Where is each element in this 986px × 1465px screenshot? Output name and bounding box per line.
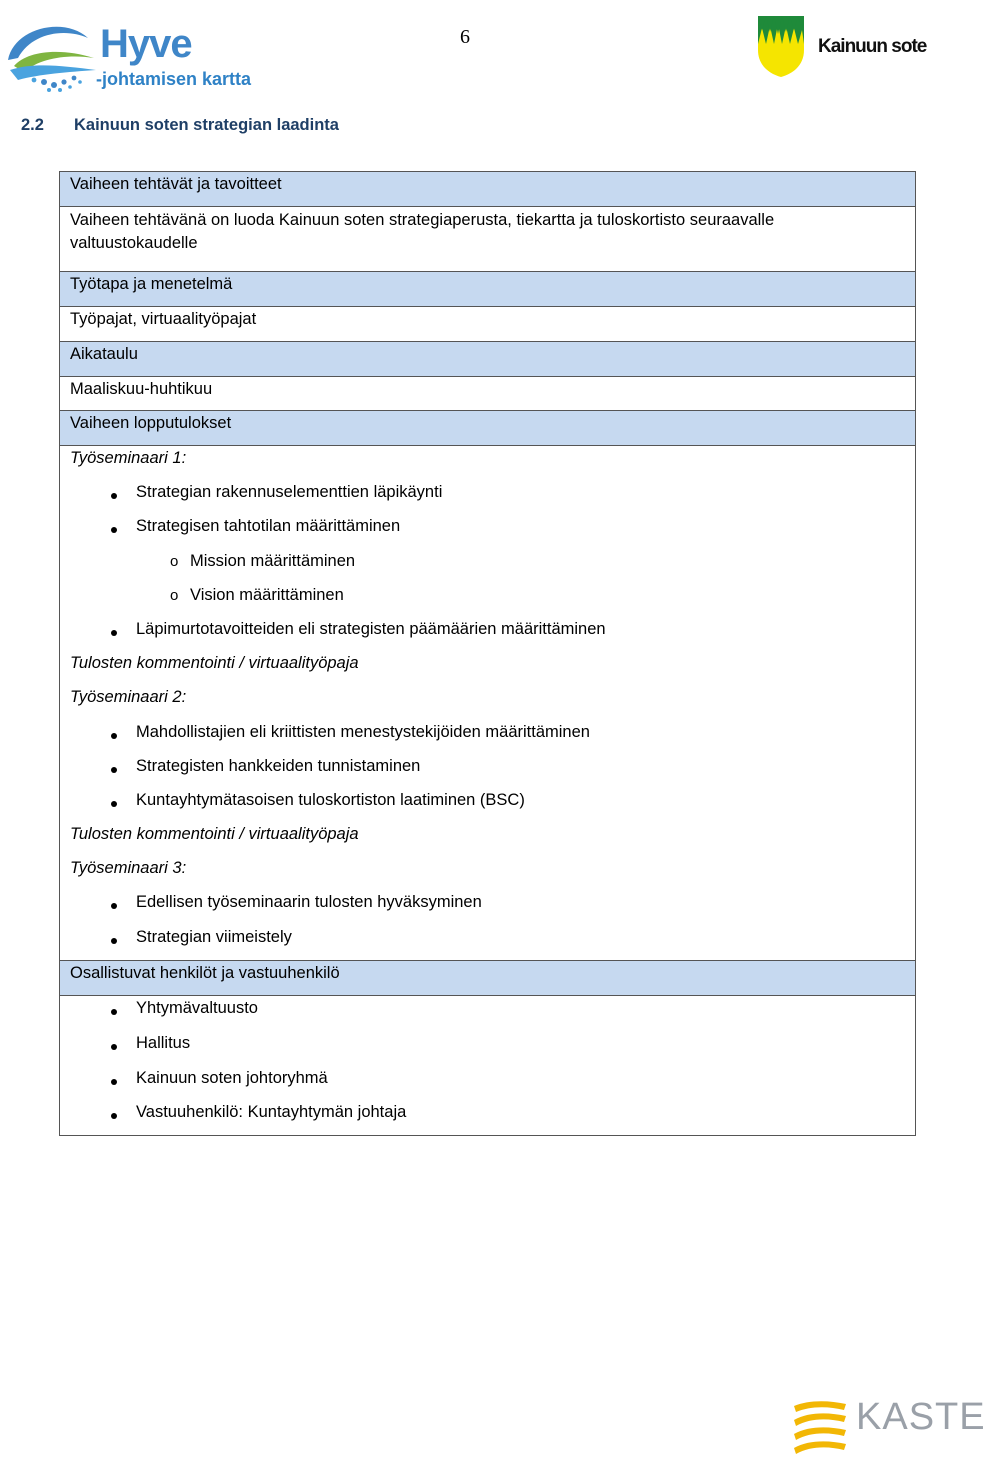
bullet-icon (111, 1044, 117, 1050)
kaste-logo (792, 1396, 986, 1460)
seminar1-label: Työseminaari 1: (70, 449, 187, 467)
results-heading: Vaiheen lopputulokset (70, 414, 232, 432)
list-item: Strategisten hankkeiden tunnistaminen (70, 755, 915, 789)
bullet-icon (111, 527, 117, 533)
schedule-heading-row (60, 342, 915, 377)
method-text-row (60, 307, 915, 342)
tasks-heading: Vaiheen tehtävät ja tavoitteet (70, 175, 282, 193)
list-item: Strategisen tahtotilan määrittäminen (70, 515, 915, 549)
list-item: Vastuuhenkilö: Kuntayhtymän johtaja (70, 1101, 915, 1136)
list-item: Kainuun soten johtoryhmä (70, 1067, 915, 1102)
method-text: Työpajat, virtuaalityöpajat (70, 310, 257, 328)
method-heading-row (60, 272, 915, 307)
kainuun-sote-logo (756, 14, 946, 80)
section-heading (21, 116, 339, 135)
bullet-icon (111, 767, 117, 773)
seminar2-label: Työseminaari 2: (70, 688, 187, 707)
sub-list-item: o Mission määrittäminen (70, 550, 915, 584)
hyve-logo-title: Hyve (100, 22, 192, 66)
hyve-logo-subtitle: -johtamisen kartta (96, 69, 252, 89)
hyve-swirl-icon (4, 10, 100, 92)
schedule-heading: Aikataulu (70, 345, 138, 363)
tasks-text-line2: valtuustokaudelle (70, 234, 198, 252)
circle-bullet-icon: o (170, 586, 179, 604)
comment2: Tulosten kommentointi / virtuaalityöpaja (70, 825, 359, 844)
bullet-icon (111, 801, 117, 807)
section-title: Kainuun soten strategian laadinta (74, 116, 339, 134)
seminar3-label: Työseminaari 3: (70, 859, 187, 878)
bullet-icon (111, 1113, 117, 1119)
kainuun-sote-logo-title: Kainuun sote (818, 36, 927, 57)
sub-list-item: o Vision määrittäminen (70, 584, 915, 618)
bullet-icon (111, 903, 117, 909)
schedule-text-row (60, 377, 915, 411)
list-item: Strategian viimeistely (70, 926, 915, 960)
list-item: Hallitus (70, 1032, 915, 1067)
hyve-logo (4, 10, 252, 92)
phase-table (59, 171, 916, 1136)
circle-bullet-icon: o (170, 552, 179, 570)
list-item: Strategian rakennuselementtien läpikäynti (70, 481, 915, 515)
bullet-icon (111, 1079, 117, 1085)
participants-heading: Osallistuvat henkilöt ja vastuuhenkilö (70, 964, 340, 982)
bullet-icon (111, 493, 117, 499)
list-item: Läpimurtotavoitteiden eli strategisten päämäärien määrittäminen (70, 618, 915, 652)
section-number: 2.2 (21, 116, 44, 134)
bullet-icon (111, 1009, 117, 1015)
bullet-icon (111, 938, 117, 944)
bullet-icon (111, 733, 117, 739)
participants-heading-row (60, 961, 915, 996)
comment1: Tulosten kommentointi / virtuaalityöpaja (70, 654, 359, 673)
results-heading-row (60, 411, 915, 446)
results-body (60, 446, 915, 961)
bullet-icon (111, 630, 117, 636)
list-item: Edellisen työseminaarin tulosten hyväksyminen (70, 891, 915, 925)
kaste-logo-title: KASTE (856, 1396, 986, 1438)
page-number: 6 (460, 26, 470, 48)
tasks-text-line1: Vaiheen tehtävänä on luoda Kainuun soten strategiaperusta, tiekartta ja tuloskortisto seuraavalle (70, 211, 775, 229)
participants-body (60, 996, 915, 1136)
schedule-text: Maaliskuu-huhtikuu (70, 380, 213, 398)
kaste-waves-icon (792, 1398, 850, 1458)
method-heading: Työtapa ja menetelmä (70, 275, 233, 293)
list-item: Yhtymävaltuusto (70, 997, 915, 1032)
tasks-text-row (60, 207, 915, 272)
list-item: Kuntayhtymätasoisen tuloskortiston laatiminen (BSC) (70, 789, 915, 823)
list-item: Mahdollistajien eli kriittisten menestystekijöiden määrittäminen (70, 721, 915, 755)
tasks-heading-row (60, 172, 915, 207)
kainuu-shield-icon (756, 14, 806, 78)
